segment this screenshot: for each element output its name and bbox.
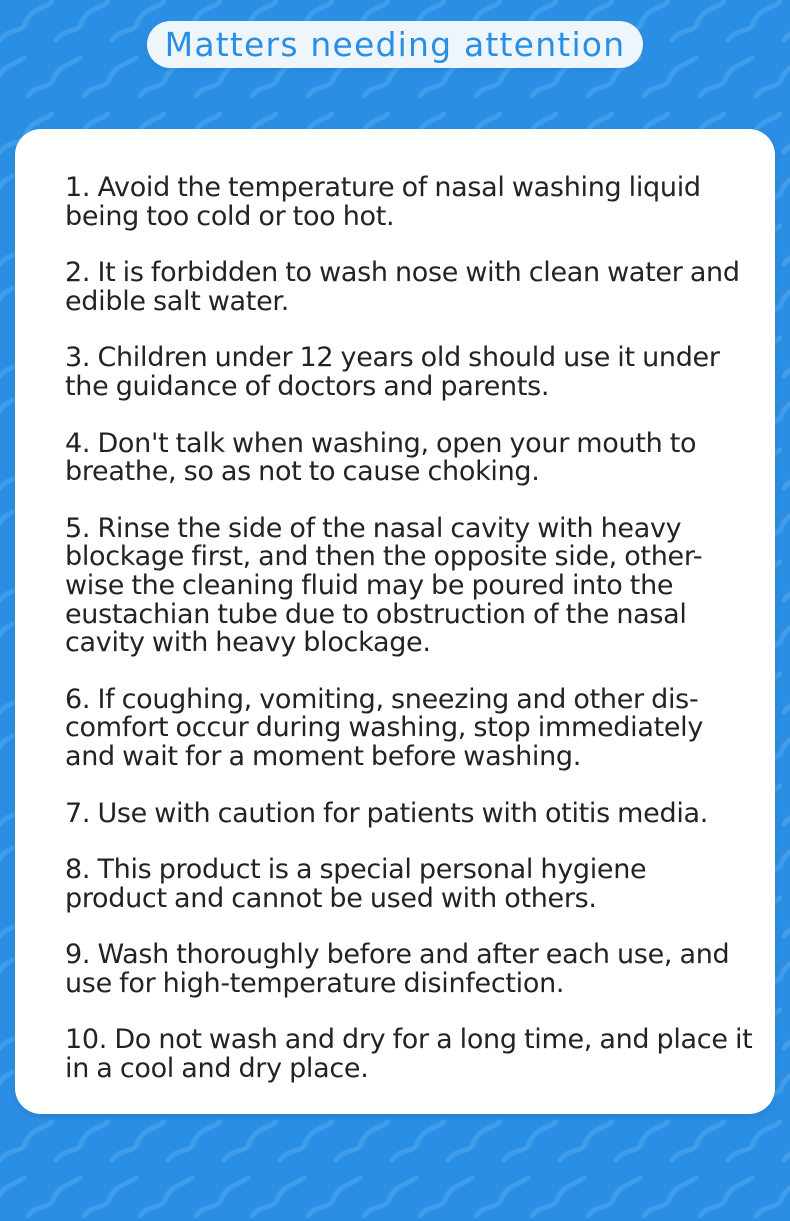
wave-stroke (756, 1178, 790, 1216)
wave-stroke (728, 1122, 780, 1160)
wave-stroke (616, 1122, 668, 1160)
wave-stroke (0, 1122, 52, 1160)
wave-stroke (784, 898, 790, 936)
notice-item-2: 2. It is forbidden to wash nose with clean water and edible salt water. (65, 257, 740, 317)
wave-stroke (728, 2, 780, 40)
wave-stroke (364, 1178, 416, 1216)
wave-stroke (112, 1122, 164, 1160)
wave-stroke (532, 1178, 584, 1216)
wave-stroke (308, 1178, 360, 1216)
wave-stroke (0, 2, 52, 40)
wave-stroke (140, 1178, 192, 1216)
wave-stroke (56, 2, 108, 40)
title-banner (147, 21, 643, 68)
notice-item-9: 9. Wash thoroughly before and after each use, and use for high-temperature disinfection. (65, 939, 730, 999)
wave-stroke (224, 1122, 276, 1160)
notice-item-1: 1. Avoid the temperature of nasal washing liquid being too cold or too hot. (65, 172, 701, 232)
wave-stroke (560, 1122, 612, 1160)
wave-stroke (672, 1122, 724, 1160)
wave-stroke (0, 1178, 24, 1216)
wave-stroke (784, 786, 790, 824)
wave-stroke (252, 1178, 304, 1216)
wave-stroke (392, 1122, 444, 1160)
wave-stroke (168, 1122, 220, 1160)
wave-stroke (784, 338, 790, 376)
notice-card (15, 129, 775, 1114)
wave-stroke (28, 1178, 80, 1216)
wave-stroke (784, 674, 790, 712)
notice-item-4: 4. Don't talk when washing, open your mouth to breathe, so as not to cause choking. (65, 427, 697, 488)
wave-stroke (336, 1122, 388, 1160)
notice-item-6: 6. If coughing, vomiting, sneezing and other dis-comfort occur during washing, stop immediately and wait for a moment before washing. (65, 683, 704, 772)
notice-item-8: 8. This product is a special personal hygiene product and cannot be used with others. (65, 854, 647, 914)
wave-stroke (784, 562, 790, 600)
wave-stroke (588, 1178, 640, 1216)
wave-stroke (0, 58, 24, 96)
wave-stroke (784, 2, 790, 40)
wave-stroke (672, 2, 724, 40)
wave-stroke (56, 1122, 108, 1160)
page-title: Matters needing attention (164, 25, 626, 64)
wave-stroke (756, 58, 790, 96)
wave-stroke (700, 1178, 752, 1216)
wave-stroke (784, 1010, 790, 1048)
notice-item-5: 5. Rinse the side of the nasal cavity with heavy blockage first, and then the opposite side, other-wise the cleaning fluid may be poured into the eustachian tube due to obstruction of the nasal cavity with heavy blockage. (65, 512, 703, 659)
wave-stroke (448, 1122, 500, 1160)
wave-stroke (280, 1122, 332, 1160)
wave-stroke (196, 1178, 248, 1216)
wave-stroke (476, 1178, 528, 1216)
wave-stroke (784, 226, 790, 264)
wave-stroke (644, 58, 696, 96)
wave-stroke (700, 58, 752, 96)
notice-item-7: 7. Use with caution for patients with otitis media. (65, 797, 709, 829)
wave-stroke (504, 1122, 556, 1160)
wave-stroke (784, 1122, 790, 1160)
notice-list (65, 174, 755, 1084)
wave-stroke (784, 450, 790, 488)
wave-stroke (84, 58, 136, 96)
notice-item-10: 10. Do not wash and dry for a long time, and place it in a cool and dry place. (65, 1024, 753, 1085)
notice-item-3: 3. Children under 12 years old should use it under the guidance of doctors and parents. (65, 342, 720, 402)
wave-stroke (28, 58, 80, 96)
wave-stroke (420, 1178, 472, 1216)
wave-stroke (644, 1178, 696, 1216)
wave-stroke (784, 114, 790, 152)
wave-stroke (84, 1178, 136, 1216)
